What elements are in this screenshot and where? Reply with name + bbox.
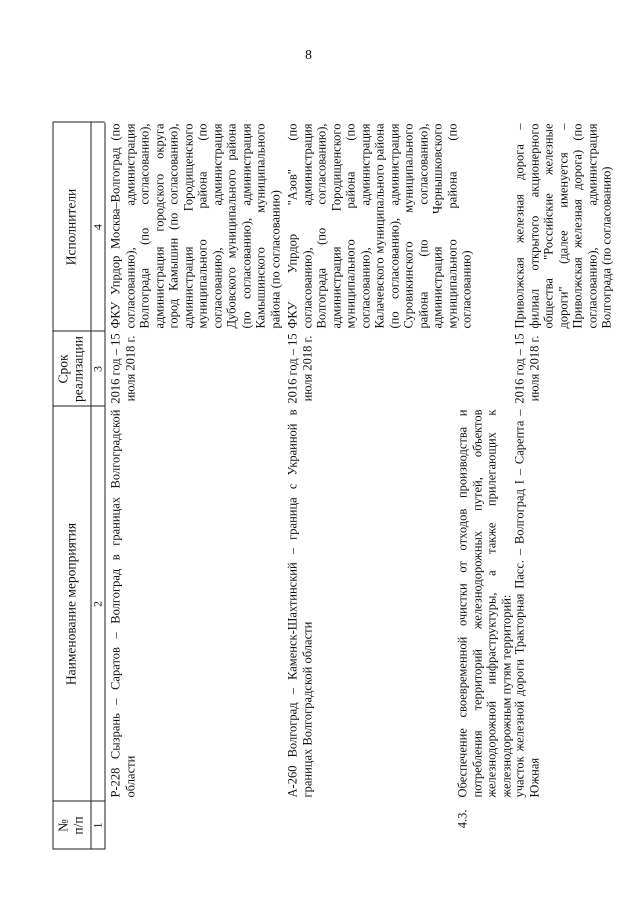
row2-executors: ФКУ Упрдор "Азов" (по согласованию), администрация Волгограда (по согласованию), администрация Городищенского муниципального района (по согласованию), администрация Калачевского муниципального района (по согласованию), администрация Суровикинского муниципального района (по согласованию), администрация Чернышковского муниципального района (по согласованию) xyxy=(285,123,474,329)
row3-name: Обеспечение своевременной очистки от отходов производства и потребления территорий железнодорожных путей, объектов железнодорожной инфраструктуры, а также прилегающих к железнодорожным путям территорий: xyxy=(455,409,513,798)
header-term xyxy=(56,332,86,407)
row3-num: 4.3. xyxy=(455,809,470,829)
header-name: Наименование мероприятия xyxy=(63,522,79,686)
page-number: 8 xyxy=(305,48,312,63)
header-executors: Исполнители xyxy=(63,188,79,266)
row2-name: А-260 Волгоград – Каменск-Шахтинский – граница с Украиной в границах Волгоградской области xyxy=(285,409,314,798)
header-num xyxy=(56,802,86,850)
col-number-1: 1 xyxy=(90,822,105,829)
header-term-line1: Срок xyxy=(55,354,71,384)
header-num-line2: п/п xyxy=(70,816,86,835)
rotated-table-page xyxy=(1,0,640,905)
table-top-border xyxy=(53,123,54,850)
col-number-2: 2 xyxy=(90,601,105,607)
row2-term: 2016 год – 15 июля 2018 г. xyxy=(285,333,314,404)
col-number-4: 4 xyxy=(90,224,105,230)
row4-term: 2016 год – 15 июля 2018 г. xyxy=(512,333,541,404)
row1-term: 2016 год – 15 июля 2018 г. xyxy=(108,333,137,404)
row1-name: Р-228 Сызрань – Саратов – Волгоград в границах Волгоградской области xyxy=(108,409,137,798)
header-num-line1: № xyxy=(55,819,71,832)
header-term-line2: реализации xyxy=(70,336,86,402)
row4-executors: Приволжская железная дорога – филиал открытого акционерного общества "Российские железные дороги" (далее именуется – Приволжская железная дорога) (по согласованию), администрация Волгограда (по согласованию) xyxy=(512,123,614,329)
row1-executors: ФКУ Упрдор Москва–Волгоград (по согласованию), администрация Волгограда (по согласованию), администрация городского округа город Камышин (по согласованию), администрация Городищенского муниципального района (по согласованию), администрация Дубовского муниципального района (по согласованию), администрация Камышинского муниципального района (по согласованию) xyxy=(108,123,282,329)
row4-name: участок железной дороги Тракторная Пасс. – Волгоград I – Сарепта – Южная xyxy=(512,409,541,798)
col-number-3: 3 xyxy=(90,366,105,372)
